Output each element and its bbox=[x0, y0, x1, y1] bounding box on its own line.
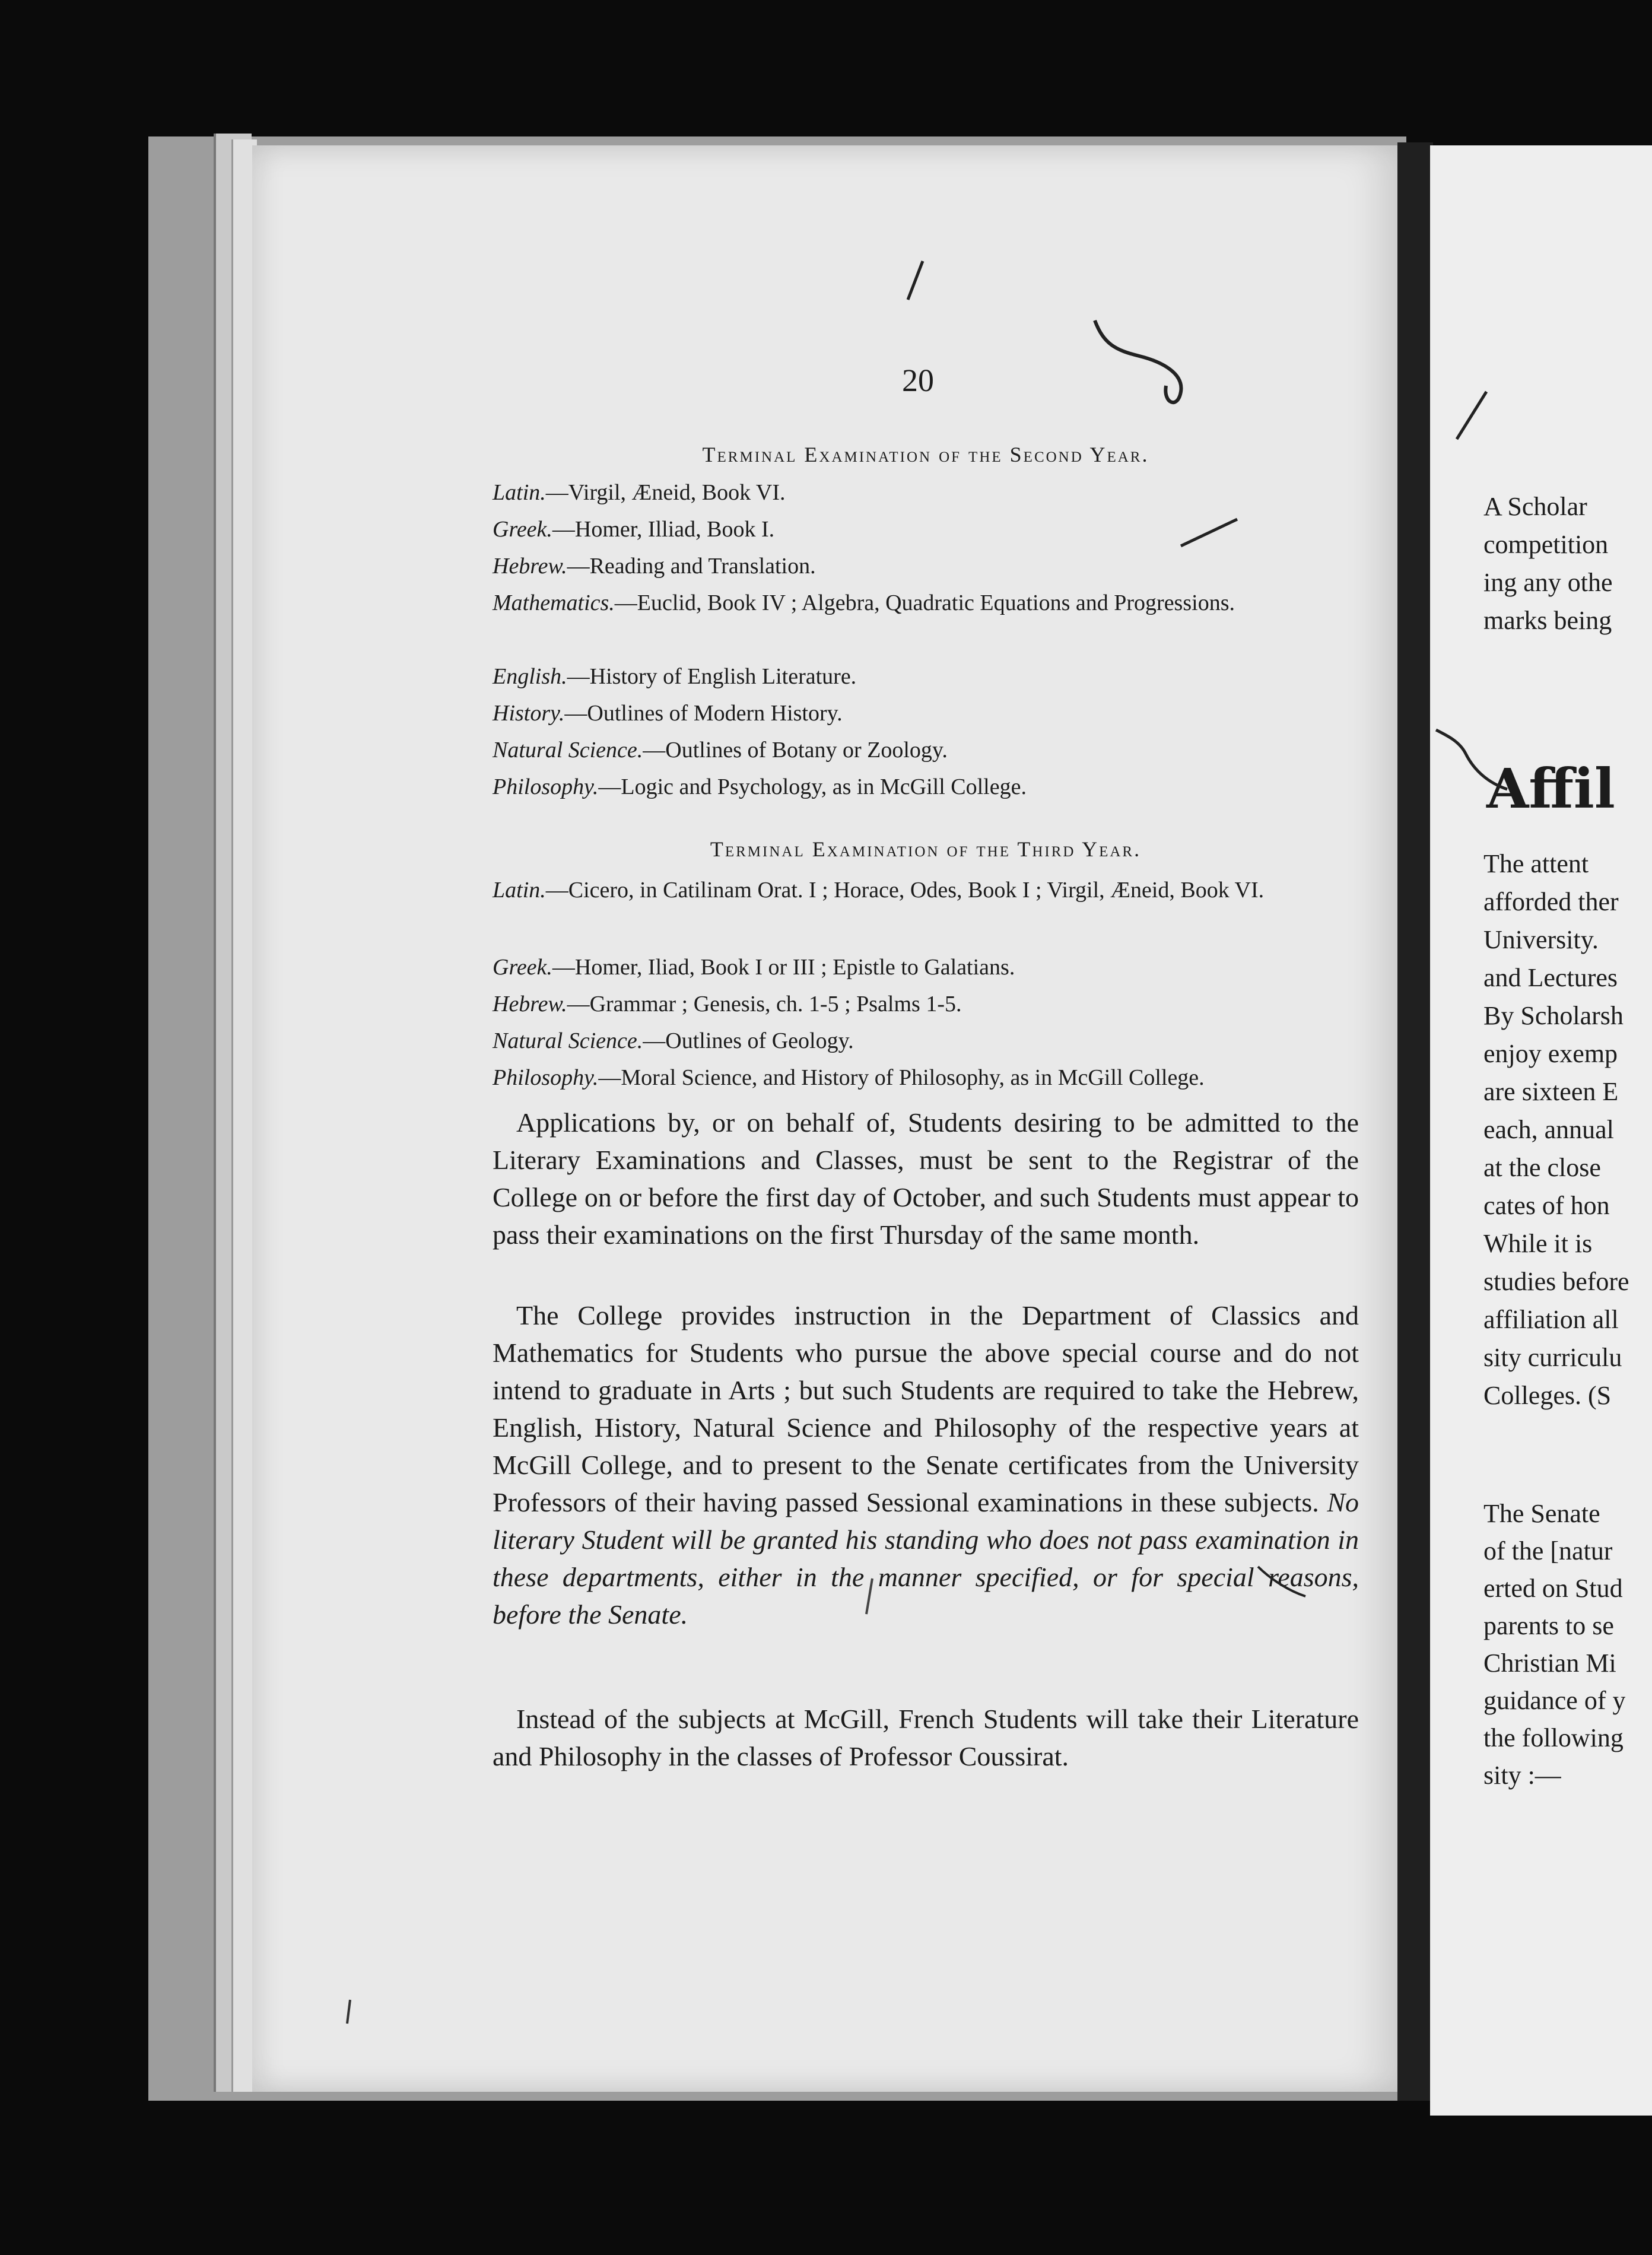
book-gutter bbox=[1397, 142, 1433, 2101]
paragraph bbox=[493, 1297, 1359, 1633]
right-line: parents to se bbox=[1483, 1611, 1614, 1640]
subject-name: Natural Science. bbox=[493, 738, 643, 763]
subject-name: English. bbox=[493, 664, 567, 689]
section-heading: Terminal Examination of the Third Year. bbox=[710, 837, 1142, 861]
subject-name: Hebrew. bbox=[493, 992, 567, 1017]
subject-name: Mathematics. bbox=[493, 590, 615, 615]
right-line: By Scholarsh bbox=[1483, 1001, 1624, 1030]
right-line: cates of hon bbox=[1483, 1191, 1610, 1220]
right-line: enjoy exemp bbox=[1483, 1039, 1618, 1068]
subject-text: —Homer, Illiad, Book I. bbox=[552, 517, 775, 542]
right-line: Colleges. (S bbox=[1483, 1381, 1612, 1410]
right-line: at the close bbox=[1483, 1153, 1601, 1182]
subject-text: —Euclid, Book IV ; Algebra, Quadratic Equations and Progressions. bbox=[614, 590, 1235, 615]
subject-entry bbox=[493, 732, 1359, 768]
subject-text: —History of English Literature. bbox=[567, 664, 857, 689]
subject-name: Greek. bbox=[493, 517, 552, 542]
right-line: competition bbox=[1483, 530, 1609, 559]
subject-text: —Outlines of Botany or Zoology. bbox=[643, 738, 948, 763]
subject-entry bbox=[493, 475, 1359, 510]
page-number: 20 bbox=[902, 363, 934, 398]
subject-name: Natural Science. bbox=[493, 1028, 643, 1053]
paragraph-italic: No literary Student will be granted his standing who does not pass examination in these departments, either in the manner specified, or for special reasons, before the Senate. bbox=[493, 1487, 1359, 1630]
subject-text: —Outlines of Geology. bbox=[643, 1028, 854, 1053]
subject-entry bbox=[493, 585, 1359, 621]
right-line: ing any othe bbox=[1483, 568, 1613, 597]
paragraph-text: The College provides instruction in the Department of Classics and Mathematics for Students who pursue the above special course and do not intend to graduate in Arts ; but such Students are required to take the Hebrew, English, History, Natural Science and Philosophy of the respective years at McGill College, and to present to the Senate certificates from the University Professors of their having passed Sessional examinations in these subjects. bbox=[493, 1300, 1359, 1517]
right-line: sity curriculu bbox=[1483, 1343, 1622, 1372]
right-line: guidance of y bbox=[1483, 1686, 1626, 1715]
subject-entry bbox=[493, 659, 1359, 694]
right-line: The attent bbox=[1483, 849, 1589, 878]
subject-entry bbox=[493, 1023, 1359, 1059]
subject-text: —Reading and Translation. bbox=[567, 554, 816, 579]
right-line: While it is bbox=[1483, 1229, 1593, 1258]
right-line: and Lectures bbox=[1483, 963, 1618, 992]
right-line: afforded ther bbox=[1483, 887, 1619, 916]
subject-text: —Moral Science, and History of Philosophy, as in McGill College. bbox=[598, 1065, 1205, 1090]
subject-entry bbox=[493, 1060, 1359, 1095]
right-line: University. bbox=[1483, 925, 1599, 954]
subject-name: Philosophy. bbox=[493, 774, 599, 799]
right-line: The Senate bbox=[1483, 1499, 1600, 1528]
subject-text: —Outlines of Modern History. bbox=[564, 701, 843, 726]
subject-name: History. bbox=[493, 701, 565, 726]
subject-entry bbox=[493, 872, 1359, 908]
right-line: marks being bbox=[1483, 606, 1612, 635]
right-line: the following bbox=[1483, 1723, 1624, 1752]
subject-name: Hebrew. bbox=[493, 554, 567, 579]
subject-entry bbox=[493, 769, 1359, 805]
subject-text: —Virgil, Æneid, Book VI. bbox=[545, 480, 786, 505]
paragraph: Applications by, or on behalf of, Students desiring to be admitted to the Literary Examinations and Classes, must be sent to the Registrar of the College on or before the first day of October, and such Students must appear to pass their examinations on the first Thursday of the same month. bbox=[493, 1107, 1359, 1250]
right-heading: Affil bbox=[1486, 757, 1615, 821]
subject-name: Latin. bbox=[493, 878, 546, 903]
subject-entry bbox=[493, 949, 1359, 985]
paragraph: Instead of the subjects at McGill, French Students will take their Literature and Philosophy in the classes of Professor Coussirat. bbox=[493, 1704, 1359, 1771]
subject-text: —Logic and Psychology, as in McGill College. bbox=[598, 774, 1027, 799]
subject-name: Philosophy. bbox=[493, 1065, 599, 1090]
subject-entry bbox=[493, 512, 1359, 547]
right-line: are sixteen E bbox=[1483, 1077, 1619, 1106]
right-line: A Scholar bbox=[1483, 492, 1587, 521]
subject-text: —Homer, Iliad, Book I or III ; Epistle to Galatians. bbox=[552, 955, 1015, 980]
right-line: affiliation all bbox=[1483, 1305, 1619, 1334]
subject-name: Latin. bbox=[493, 480, 546, 505]
right-line: studies before bbox=[1483, 1267, 1629, 1296]
right-line: sity :— bbox=[1483, 1761, 1561, 1790]
right-line: each, annual bbox=[1483, 1115, 1614, 1144]
section-heading: Terminal Examination of the Second Year. bbox=[702, 443, 1149, 466]
right-line: of the [natur bbox=[1483, 1536, 1613, 1565]
subject-entry bbox=[493, 986, 1359, 1022]
subject-text: —Cicero, in Catilinam Orat. I ; Horace, Odes, Book I ; Virgil, Æneid, Book VI. bbox=[545, 878, 1265, 903]
subject-entry bbox=[493, 695, 1359, 731]
right-line: Christian Mi bbox=[1483, 1649, 1616, 1678]
subject-name: Greek. bbox=[493, 955, 552, 980]
right-line: erted on Stud bbox=[1483, 1574, 1623, 1603]
subject-text: —Grammar ; Genesis, ch. 1-5 ; Psalms 1-5. bbox=[567, 992, 962, 1017]
subject-entry bbox=[493, 548, 1359, 584]
